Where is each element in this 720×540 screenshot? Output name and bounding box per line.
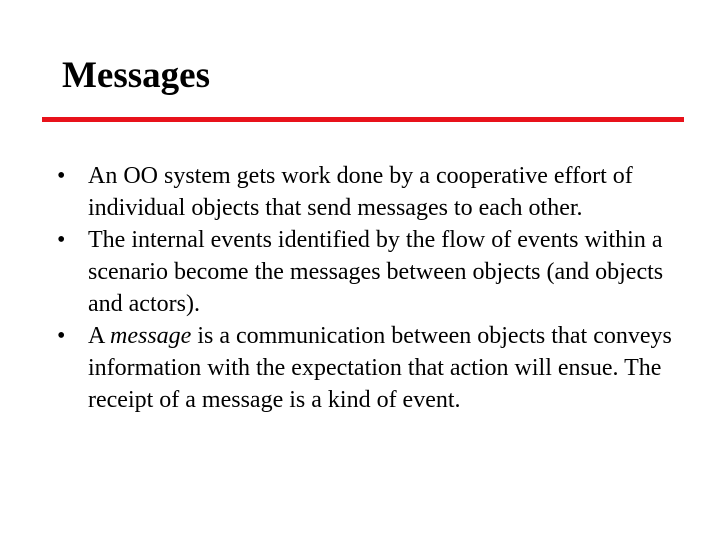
slide-title: Messages	[62, 55, 210, 96]
bullet-item	[57, 320, 677, 416]
bullet-text: is a communication between objects that conveys information with the expectation that action will ensue. The receipt of a message is a kind of event.	[88, 323, 672, 413]
bullet-icon: •	[57, 227, 66, 253]
bullet-list	[57, 160, 677, 416]
bullet-text: The internal events identified by the flow of events within a scenario become the messages between objects (and objects and actors).	[88, 227, 664, 317]
bullet-item	[57, 160, 677, 224]
bullet-icon: •	[57, 323, 66, 349]
bullet-icon: •	[57, 163, 66, 189]
bullet-text: A	[88, 323, 111, 349]
bullet-item	[57, 224, 677, 320]
title-underline-rule	[42, 117, 684, 122]
bullet-text-emphasis: message	[110, 323, 192, 349]
bullet-text: An OO system gets work done by a cooperative effort of individual objects that send messages to each other.	[88, 163, 633, 221]
